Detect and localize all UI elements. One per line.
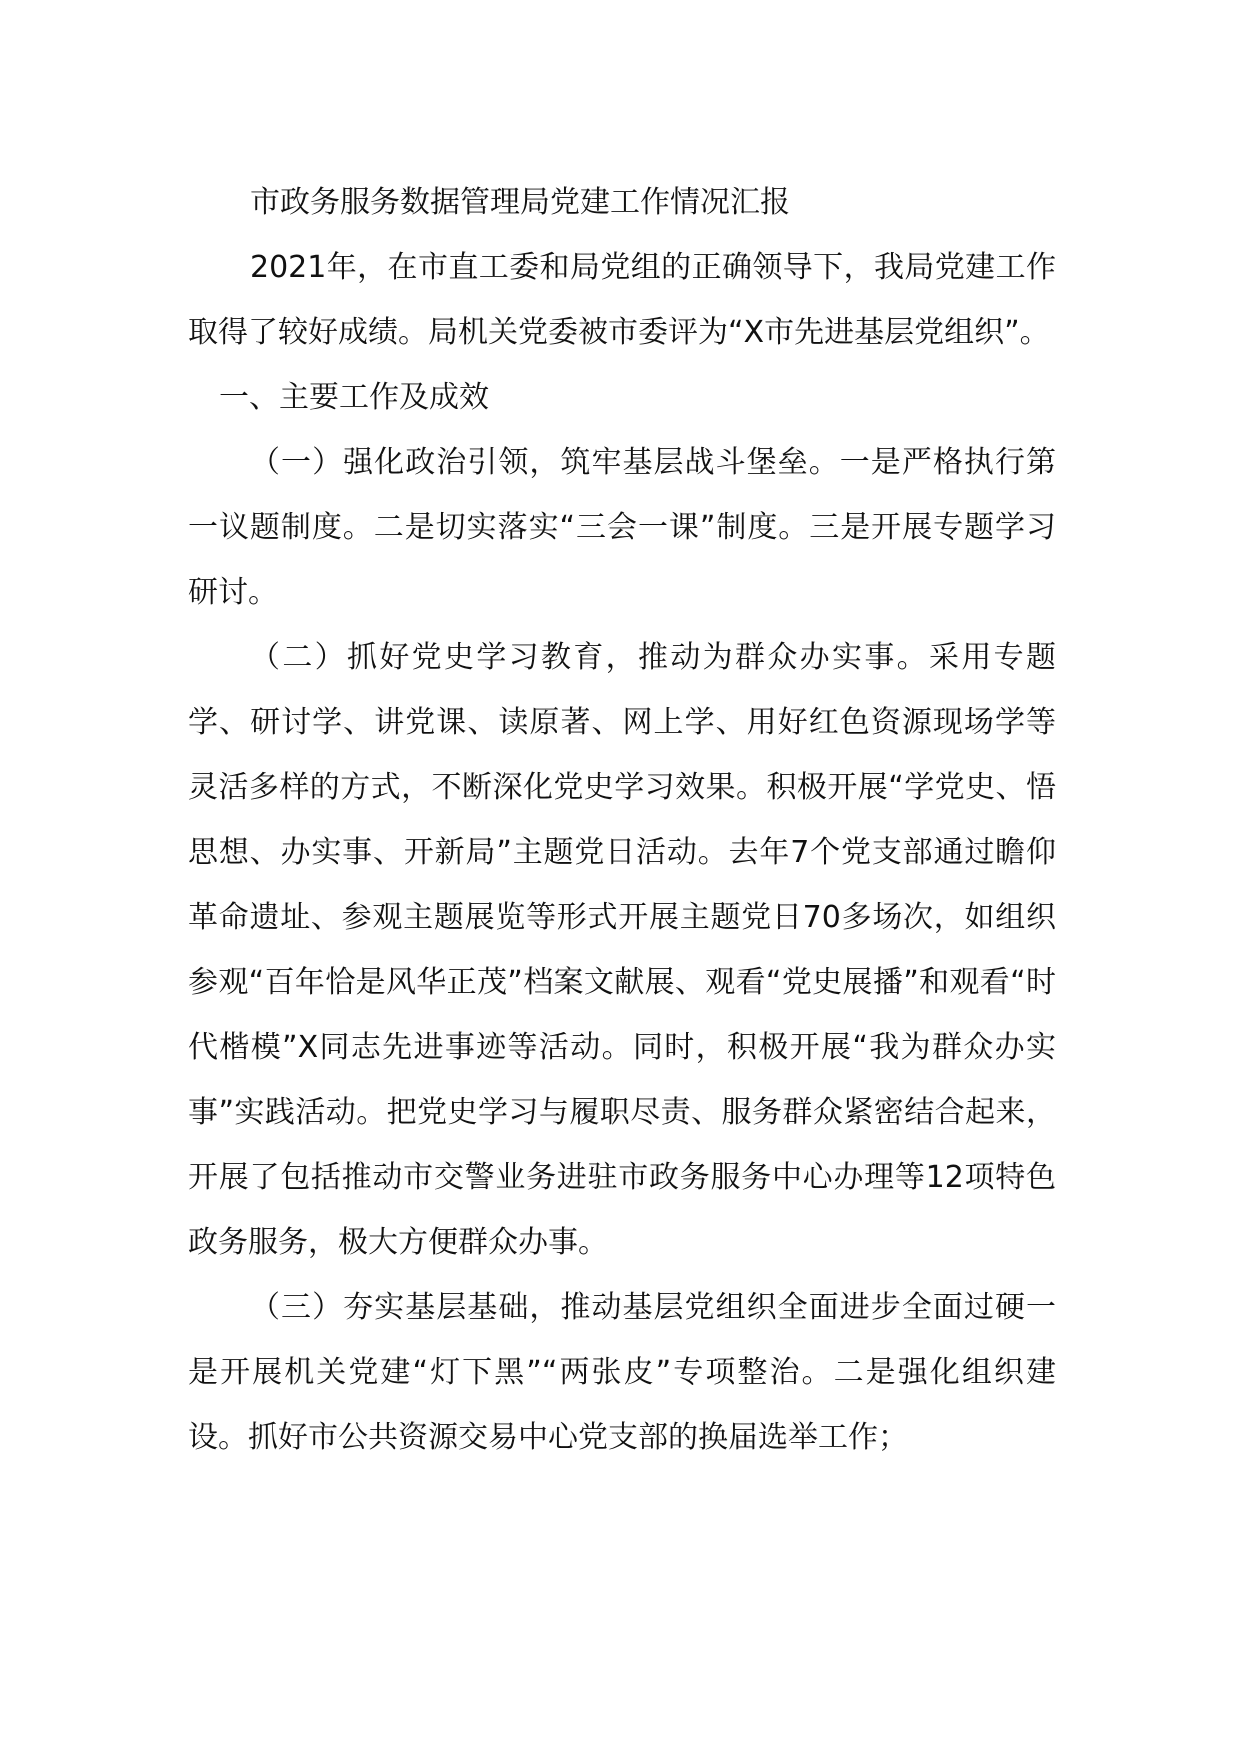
item-2-paragraph: （二）抓好党史学习教育，推动为群众办实事。采用专题学、研讨学、讲党课、读原著、网上学、用好红色资源现场学等灵活多样的方式，不断深化党史学习效果。积极开展“学党史、悟思想、办实事、开新局”主题党日活动。去年7个党支部通过瞻仰革命遗址、参观主题展览等形式开展主题党日70多场次，如组织参观“百年恰是风华正茂”档案文献展、观看“党史展播”和观看“时代楷模”X同志先进事迹等活动。同时，积极开展“我为群众办实事”实践活动。把党史学习与履职尽责、服务群众紧密结合起来，开展了包括推动市交警业务进驻市政务服务中心办理等12项特色政务服务，极大方便群众办事。 bbox=[188, 640, 1056, 1260]
intro-paragraph: 2021年，在市直工委和局党组的正确领导下，我局党建工作取得了较好成绩。局机关党委被市委评为“X市先进基层党组织”。 bbox=[188, 250, 1056, 350]
document-title: 市政务服务数据管理局党建工作情况汇报 bbox=[250, 185, 790, 220]
section-heading: 一、主要工作及成效 bbox=[219, 380, 489, 415]
item-1-paragraph: （一）强化政治引领，筑牢基层战斗堡垒。一是严格执行第一议题制度。二是切实落实“三会一课”制度。三是开展专题学习研讨。 bbox=[188, 445, 1056, 610]
document-page bbox=[188, 170, 1056, 1470]
item-3-paragraph: （三）夯实基层基础，推动基层党组织全面进步全面过硬一是开展机关党建“灯下黑”“两张皮”专项整治。二是强化组织建设。抓好市公共资源交易中心党支部的换届选举工作； bbox=[188, 1290, 1056, 1455]
